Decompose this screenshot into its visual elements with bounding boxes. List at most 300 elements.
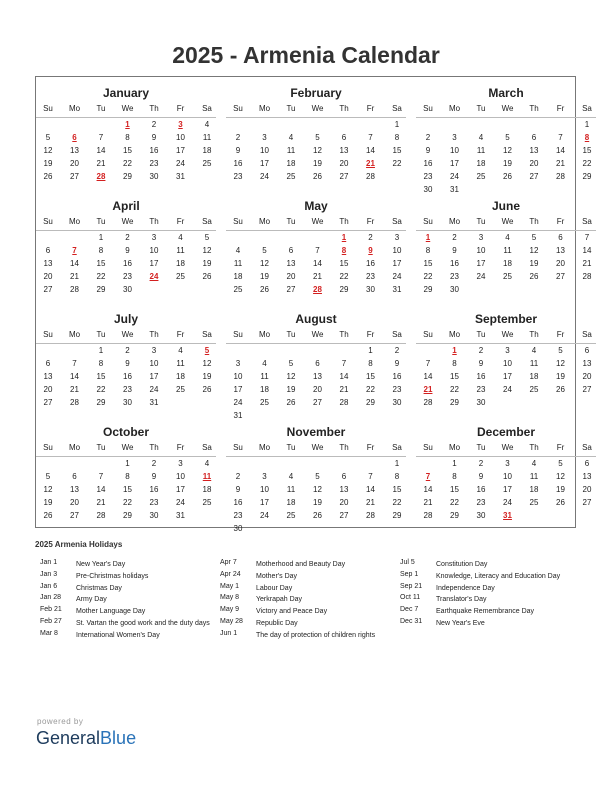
calendar-day: 3 (452, 133, 457, 142)
calendar-day: 21 (70, 272, 79, 281)
weekday-label: Mo (258, 217, 271, 226)
calendar-day: 23 (476, 498, 486, 507)
weekday-label: Su (43, 104, 53, 113)
calendar-day: 4 (505, 233, 510, 242)
weekday-label: We (501, 217, 514, 226)
calendar-day: 29 (366, 398, 375, 407)
holiday-name: Mother Language Day (76, 608, 146, 616)
powered-by-text: powered by (37, 717, 84, 726)
calendar-day: 4 (531, 459, 537, 468)
holiday-name: Yerkrapah Day (256, 596, 303, 604)
weekday-label: Fr (366, 104, 375, 113)
calendar-day: 3 (262, 133, 267, 142)
calendar-day: 6 (531, 133, 537, 142)
holiday-column-2 (220, 559, 395, 642)
calendar-day: 18 (503, 259, 512, 268)
calendar-day: 28 (423, 511, 433, 520)
calendar-day: 22 (582, 159, 592, 168)
holiday-date: May 1 (220, 582, 240, 590)
holiday-row (220, 630, 395, 642)
calendar-day: 1 (98, 346, 104, 355)
calendar-day: 24 (176, 498, 185, 507)
calendar-day: 15 (96, 372, 106, 381)
weekday-label: Mo (448, 330, 461, 339)
weekday-label: Su (423, 330, 433, 339)
calendar-day: 30 (423, 185, 433, 194)
calendar-day: 29 (450, 511, 459, 520)
holiday-day: 31 (503, 511, 512, 520)
weekday-label: Th (339, 443, 349, 452)
calendar-day: 10 (149, 359, 159, 368)
calendar-day: 1 (98, 233, 104, 242)
weekday-label: We (311, 443, 324, 452)
calendar-day: 15 (123, 146, 132, 155)
calendar-day: 27 (43, 285, 53, 294)
calendar-day: 2 (235, 133, 241, 142)
weekday-label: Tu (286, 330, 296, 339)
calendar-day: 14 (556, 146, 565, 155)
weekday-label: Su (43, 217, 53, 226)
calendar-day: 9 (478, 359, 484, 368)
weekday-label: Sa (582, 443, 592, 452)
calendar-day: 13 (70, 485, 79, 494)
weekday-label: Su (233, 330, 243, 339)
calendar-day: 6 (288, 246, 294, 255)
calendar-day: 9 (125, 359, 130, 368)
month-december (416, 418, 596, 531)
calendar-day: 23 (149, 498, 159, 507)
month-name: December (476, 425, 536, 439)
calendar-day: 16 (149, 146, 159, 155)
calendar-day: 13 (43, 372, 53, 381)
calendar-day: 29 (450, 398, 459, 407)
calendar-day: 1 (368, 346, 373, 355)
holiday-date: Dec 7 (400, 606, 419, 614)
holiday-date: Sep 21 (400, 582, 423, 590)
calendar-day: 22 (366, 385, 375, 394)
month-name: June (491, 199, 520, 213)
calendar-day: 1 (452, 459, 457, 468)
calendar-day: 19 (43, 498, 53, 507)
holiday-row (220, 606, 395, 618)
weekday-label: We (121, 217, 134, 226)
calendar-day: 13 (529, 146, 539, 155)
calendar-day: 26 (43, 172, 53, 181)
month-july (36, 305, 216, 418)
holiday-row (220, 559, 395, 571)
calendar-day: 5 (262, 246, 267, 255)
calendar-day: 28 (70, 285, 79, 294)
calendar-day: 18 (529, 372, 539, 381)
calendar-day: 2 (151, 459, 157, 468)
holiday-day: 1 (452, 346, 457, 355)
weekday-label: Su (43, 330, 53, 339)
calendar-day: 13 (339, 146, 349, 155)
month-september (416, 305, 596, 418)
calendar-day: 12 (503, 146, 512, 155)
weekday-label: Su (423, 104, 433, 113)
calendar-day: 26 (556, 385, 565, 394)
weekday-header (36, 330, 216, 344)
calendar-day: 14 (582, 246, 592, 255)
calendar-day: 18 (176, 372, 185, 381)
holiday-name: New Year's Day (76, 561, 126, 568)
calendar-day: 15 (123, 485, 132, 494)
calendar-day: 9 (151, 472, 157, 481)
calendar-day: 26 (313, 511, 322, 520)
month-name: January (102, 86, 150, 100)
weekday-header (226, 443, 406, 457)
weekday-label: Fr (176, 104, 185, 113)
month-may (226, 192, 406, 305)
calendar-day: 13 (43, 259, 53, 268)
calendar-day: 18 (202, 146, 212, 155)
calendar-day: 14 (96, 146, 106, 155)
calendar-day: 17 (476, 259, 486, 268)
calendar-day: 1 (394, 120, 400, 129)
calendar-day: 20 (339, 498, 349, 507)
calendar-day: 17 (260, 159, 269, 168)
holiday-date: Jul 5 (400, 559, 415, 566)
calendar-day: 19 (503, 159, 512, 168)
weekday-label: Tu (96, 330, 106, 339)
holiday-date: Jan 1 (40, 559, 58, 566)
brand-logo (36, 728, 136, 749)
month-name: August (295, 312, 337, 326)
calendar-day: 10 (450, 146, 459, 155)
weekday-label: Th (529, 104, 539, 113)
calendar-day: 22 (450, 385, 459, 394)
calendar-day: 27 (529, 172, 539, 181)
calendar-day: 28 (366, 172, 375, 181)
calendar-day: 25 (476, 172, 486, 181)
calendar-day: 27 (70, 511, 79, 520)
weekday-label: Sa (582, 217, 592, 226)
holiday-name: Translator's Day (436, 596, 487, 604)
calendar-day: 16 (476, 485, 486, 494)
calendar-day: 11 (286, 146, 296, 155)
holiday-name: Republic Day (256, 619, 298, 627)
weekday-label: Th (149, 104, 159, 113)
holiday-date: Sep 1 (400, 570, 419, 578)
calendar-day: 2 (125, 233, 130, 242)
calendar-day: 9 (125, 246, 130, 255)
calendar-day: 22 (392, 159, 402, 168)
holiday-day: 1 (125, 120, 130, 129)
calendar-day: 10 (176, 133, 185, 142)
weekday-label: Th (529, 443, 539, 452)
calendar-day: 2 (368, 233, 373, 242)
calendar-day: 26 (286, 398, 296, 407)
calendar-day: 24 (450, 172, 459, 181)
holiday-name: Independence Day (436, 584, 495, 592)
calendar-day: 15 (96, 259, 106, 268)
calendar-day: 14 (366, 485, 375, 494)
calendar-day: 10 (503, 359, 512, 368)
weekday-label: Mo (68, 443, 81, 452)
calendar-day: 17 (149, 372, 159, 381)
holiday-day: 21 (423, 385, 433, 394)
calendar-day: 7 (72, 359, 77, 368)
calendar-day: 1 (584, 120, 590, 129)
calendar-day: 30 (476, 398, 486, 407)
calendar-day: 20 (529, 159, 539, 168)
holidays-title: 2025 Armenia Holidays (35, 540, 123, 549)
calendar-day: 6 (45, 246, 51, 255)
weekday-label: We (311, 330, 324, 339)
weekday-label: Fr (556, 330, 565, 339)
holiday-date: Feb 21 (40, 606, 62, 614)
weekday-label: Tu (96, 217, 106, 226)
calendar-day: 25 (529, 385, 539, 394)
calendar-day: 19 (202, 372, 212, 381)
calendar-day: 24 (476, 272, 486, 281)
calendar-day: 13 (70, 146, 79, 155)
weekday-label: Fr (366, 330, 375, 339)
calendar-day: 11 (176, 246, 185, 255)
calendar-day: 2 (478, 459, 484, 468)
calendar-day: 17 (450, 159, 459, 168)
calendar-day: 11 (260, 372, 269, 381)
calendar-day: 23 (123, 385, 132, 394)
weekday-label: Tu (286, 104, 296, 113)
calendar-day: 18 (233, 272, 243, 281)
calendar-day: 23 (233, 172, 243, 181)
holiday-date: Mar 8 (40, 629, 58, 637)
calendar-day: 29 (392, 511, 402, 520)
calendar-day: 4 (288, 133, 294, 142)
calendar-day: 19 (556, 372, 565, 381)
calendar-day: 14 (70, 259, 79, 268)
holiday-name: Army Day (76, 596, 107, 604)
calendar-day: 2 (425, 133, 431, 142)
weekday-label: Fr (366, 217, 375, 226)
calendar-day: 9 (151, 133, 157, 142)
calendar-day: 23 (476, 385, 486, 394)
calendar-day: 30 (366, 285, 375, 294)
calendar-day: 30 (450, 285, 459, 294)
calendar-day: 27 (313, 398, 322, 407)
weekday-label: Th (339, 104, 349, 113)
holiday-column-1 (40, 559, 215, 642)
calendar-day: 27 (582, 385, 592, 394)
calendar-day: 25 (286, 172, 296, 181)
brand-blue: Blue (100, 728, 137, 748)
holiday-date: Feb 27 (40, 617, 62, 625)
holiday-row (40, 630, 215, 642)
holiday-row (40, 571, 215, 583)
calendar-day: 21 (556, 159, 565, 168)
calendar-day: 7 (315, 246, 320, 255)
calendar-day: 10 (260, 485, 269, 494)
calendar-day: 28 (70, 398, 79, 407)
calendar-day: 6 (341, 133, 347, 142)
weekday-label: We (311, 104, 324, 113)
weekday-label: Th (529, 217, 539, 226)
month-name: July (113, 312, 138, 326)
calendar-day: 24 (176, 159, 185, 168)
calendar-day: 28 (366, 511, 375, 520)
calendar-day: 18 (476, 159, 486, 168)
holiday-day: 1 (425, 233, 431, 242)
holiday-day: 11 (202, 472, 212, 481)
month-name: February (290, 86, 342, 100)
weekday-label: Fr (556, 104, 565, 113)
calendar-day: 11 (476, 146, 486, 155)
calendar-day: 9 (478, 472, 484, 481)
weekday-label: Tu (96, 104, 106, 113)
month-november (226, 418, 406, 531)
calendar-day: 5 (558, 459, 563, 468)
weekday-label: Mo (258, 330, 271, 339)
weekday-label: Sa (202, 443, 212, 452)
calendar-day: 1 (394, 459, 400, 468)
month-april (36, 192, 216, 305)
weekday-label: Mo (68, 330, 81, 339)
calendar-day: 30 (123, 285, 132, 294)
holiday-row (220, 571, 395, 583)
calendar-day: 10 (176, 472, 185, 481)
calendar-day: 21 (96, 498, 106, 507)
calendar-day: 18 (286, 498, 296, 507)
calendar-day: 6 (315, 359, 320, 368)
calendar-day: 18 (260, 385, 269, 394)
calendar-day: 21 (70, 385, 79, 394)
calendar-day: 10 (149, 246, 159, 255)
calendar-day: 29 (423, 285, 433, 294)
holiday-day: 24 (149, 272, 159, 281)
calendar-day: 4 (288, 472, 294, 481)
calendar-day: 29 (582, 172, 592, 181)
calendar-day: 21 (366, 498, 375, 507)
calendar-day: 29 (96, 285, 106, 294)
holiday-date: Jan 6 (40, 582, 58, 590)
holiday-name: New Year's Eve (436, 619, 485, 627)
calendar-day: 19 (260, 272, 269, 281)
calendar-day: 11 (176, 359, 185, 368)
calendar-day: 13 (582, 359, 592, 368)
weekday-label: Fr (556, 217, 565, 226)
weekday-label: We (121, 443, 134, 452)
calendar-day: 16 (423, 159, 433, 168)
calendar-day: 18 (529, 485, 539, 494)
calendar-day: 25 (286, 511, 296, 520)
holiday-row (400, 559, 580, 571)
calendar-day: 8 (98, 246, 104, 255)
calendar-day: 20 (556, 259, 565, 268)
holiday-name: St. Vartan the good work and the duty days (76, 619, 210, 627)
page-title: 2025 - Armenia Calendar (172, 42, 440, 68)
calendar-day: 16 (392, 372, 402, 381)
weekday-label: We (121, 330, 134, 339)
weekday-label: Th (149, 330, 159, 339)
calendar-day: 7 (558, 133, 563, 142)
calendar-day: 5 (558, 346, 563, 355)
holiday-row (40, 606, 215, 618)
weekday-label: Sa (202, 104, 212, 113)
calendar-day: 16 (233, 159, 243, 168)
holiday-row (400, 571, 580, 583)
calendar-day: 12 (260, 259, 269, 268)
calendar-day: 20 (582, 372, 592, 381)
calendar-day: 17 (176, 485, 185, 494)
weekday-label: Sa (392, 443, 402, 452)
calendar-day: 3 (151, 233, 157, 242)
calendar-day: 3 (505, 459, 510, 468)
calendar-day: 22 (450, 498, 459, 507)
calendar-day: 15 (450, 485, 459, 494)
calendar-day: 22 (123, 498, 132, 507)
calendar-day: 5 (315, 133, 320, 142)
calendar-day: 20 (339, 159, 349, 168)
calendar-day: 6 (45, 359, 51, 368)
holiday-name: Constitution Day (436, 561, 488, 568)
calendar-day: 24 (260, 511, 269, 520)
calendar-day: 19 (286, 385, 296, 394)
calendar-day: 3 (262, 472, 267, 481)
calendar-day: 30 (149, 172, 159, 181)
weekday-label: Su (233, 104, 243, 113)
weekday-label: Th (529, 330, 539, 339)
calendar-day: 26 (313, 172, 322, 181)
calendar-day: 6 (558, 233, 563, 242)
calendar-day: 18 (286, 159, 296, 168)
calendar-day: 27 (582, 498, 592, 507)
calendar-day: 7 (368, 472, 373, 481)
holiday-row (400, 594, 580, 606)
brand-general: General (36, 728, 101, 748)
calendar-day: 24 (503, 385, 512, 394)
calendar-day: 19 (43, 159, 53, 168)
calendar-day: 28 (96, 511, 106, 520)
calendar-day: 20 (43, 385, 53, 394)
weekday-label: We (501, 443, 514, 452)
calendar-day: 17 (149, 259, 159, 268)
calendar-day: 26 (556, 498, 565, 507)
calendar-day: 24 (260, 172, 269, 181)
holiday-name: Christmas Day (76, 584, 122, 592)
holiday-column-3 (400, 559, 580, 630)
holiday-name: Motherhood and Beauty Day (256, 561, 346, 568)
calendar-day: 29 (123, 511, 132, 520)
calendar-day: 23 (123, 272, 132, 281)
calendar-day: 29 (123, 172, 132, 181)
calendar-day: 25 (233, 285, 243, 294)
month-january (36, 79, 216, 192)
holiday-day: 1 (341, 233, 347, 242)
calendar-day: 7 (341, 359, 347, 368)
calendar-day: 20 (70, 498, 79, 507)
weekday-label: Sa (202, 330, 212, 339)
calendar-day: 27 (43, 398, 53, 407)
holiday-date: Jan 3 (40, 570, 58, 578)
calendar-day: 14 (366, 146, 375, 155)
calendar-day: 26 (202, 272, 212, 281)
calendar-day: 31 (450, 185, 459, 194)
calendar-day: 26 (43, 511, 53, 520)
calendar-day: 25 (260, 398, 269, 407)
calendar-day: 4 (478, 133, 484, 142)
calendar-day: 9 (235, 146, 241, 155)
calendar-day: 19 (313, 498, 322, 507)
calendar-day: 27 (339, 511, 349, 520)
holiday-row (220, 594, 395, 606)
month-march (416, 79, 596, 192)
calendar-day: 23 (450, 272, 459, 281)
calendar-day: 13 (582, 472, 592, 481)
calendar-day: 21 (339, 385, 349, 394)
calendar-day: 8 (125, 133, 130, 142)
